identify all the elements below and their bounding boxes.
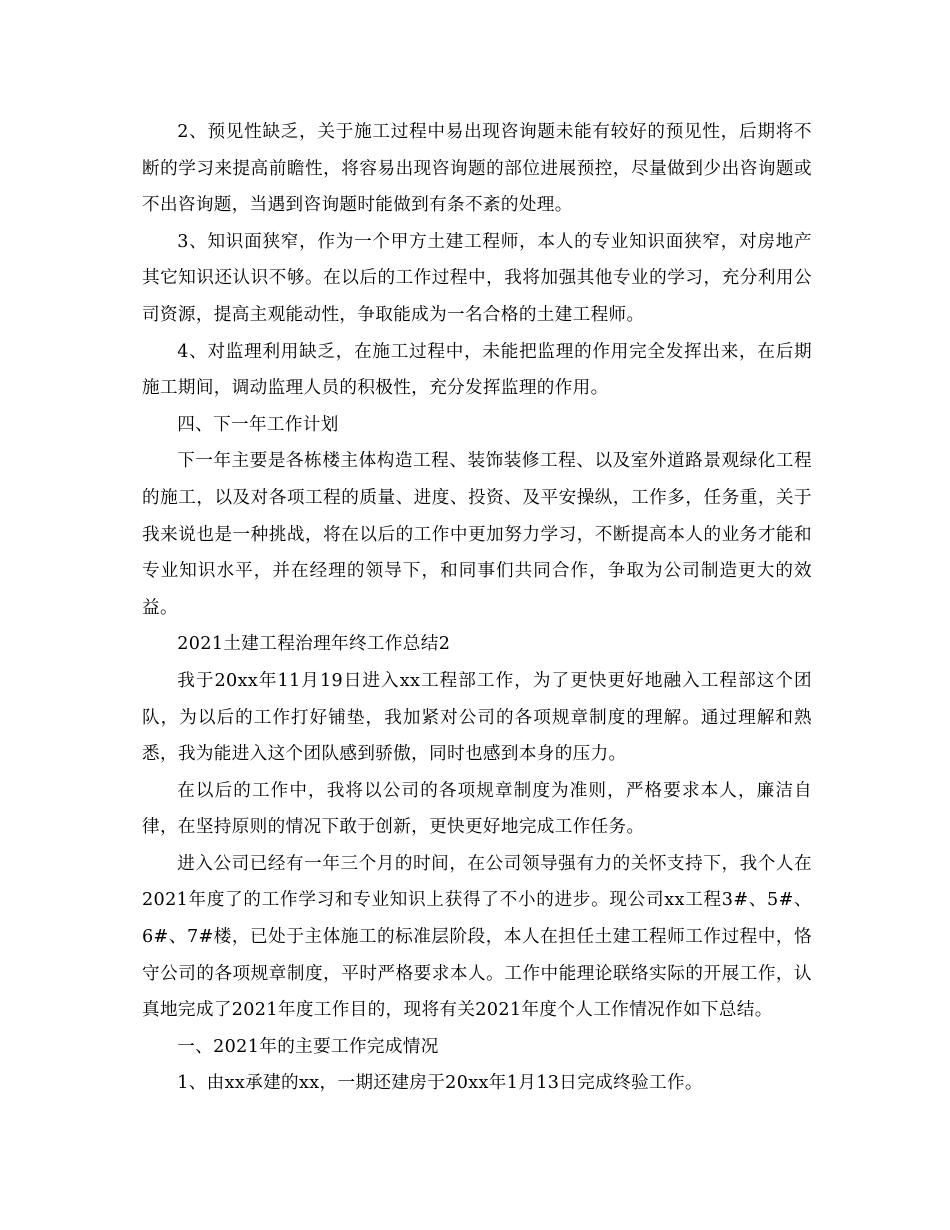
section-heading-next-year-plan: 四、下一年工作计划 [177,414,339,435]
paragraph-foresight: 2、预见性缺乏，关于施工过程中易出现咨询题未能有较好的预见性，后期将不断的学习来提高前瞻性，将容易出现咨询题的部位进展预控，尽量做到少出咨询题或不出咨询题，当遇到咨询题时能做到有条不紊的处理。 [142,122,812,216]
paragraph-next-year: 下一年主要是各栋楼主体构造工程、装饰装修工程、以及室外道路景观绿化工程的施工，以及对各项工程的质量、进度、投资、及平安操纵，工作多，任务重，关于我来说也是一种挑战，将在以后的工作中更加努力学习，不断提高本人的业务才能和专业知识水平，并在经理的领导下，和同事们共同合作，争取为公司制造更大的效益。 [142,451,812,618]
paragraph-supervision: 4、对监理利用缺乏，在施工过程中，未能把监理的作用完全发挥出来，在后期施工期间，调动监理人员的积极性，充分发挥监理的作用。 [142,341,812,399]
paragraph-knowledge: 3、知识面狭窄，作为一个甲方土建工程师，本人的专业知识面狭窄，对房地产其它知识还认识不够。在以后的工作过程中，我将加强其他专业的学习，充分利用公司资源，提高主观能动性，争取能成为一名合格的土建工程师。 [142,231,812,325]
paragraph-item-1: 1、由xx承建的xx，一期还建房于20xx年1月13日完成终验工作。 [177,1073,703,1094]
document-subtitle: 2021土建工程治理年终工作总结2 [177,634,451,655]
paragraph-joining: 我于20xx年11月19日进入xx工程部工作，为了更快更好地融入工程部这个团队，为以后的工作打好铺垫，我加紧对公司的各项规章制度的理解。通过理解和熟悉，我为能进入这个团队感到骄傲，同时也感到本身的压力。 [142,670,812,765]
section-heading-main-work: 一、2021年的主要工作完成情况 [177,1036,439,1057]
document-body [142,114,812,1102]
paragraph-principles: 在以后的工作中，我将以公司的各项规章制度为准则，严格要求本人，廉洁自律，在坚持原则的情况下敢于创新，更快更好地完成工作任务。 [142,780,812,838]
paragraph-progress: 进入公司已经有一年三个月的时间，在公司领导强有力的关怀支持下，我个人在2021年度了的工作学习和专业知识上获得了不小的进步。现公司xx工程3#、5#、6#、7#楼，已处于主体施工的标准层阶段，本人在担任土建工程师工作过程中，恪守公司的各项规章制度，平时严格要求本人。工作中能理论联络实际的开展工作，认真地完成了2021年度工作目的，现将有关2021年度个人工作情况作如下总结。 [142,853,812,1021]
